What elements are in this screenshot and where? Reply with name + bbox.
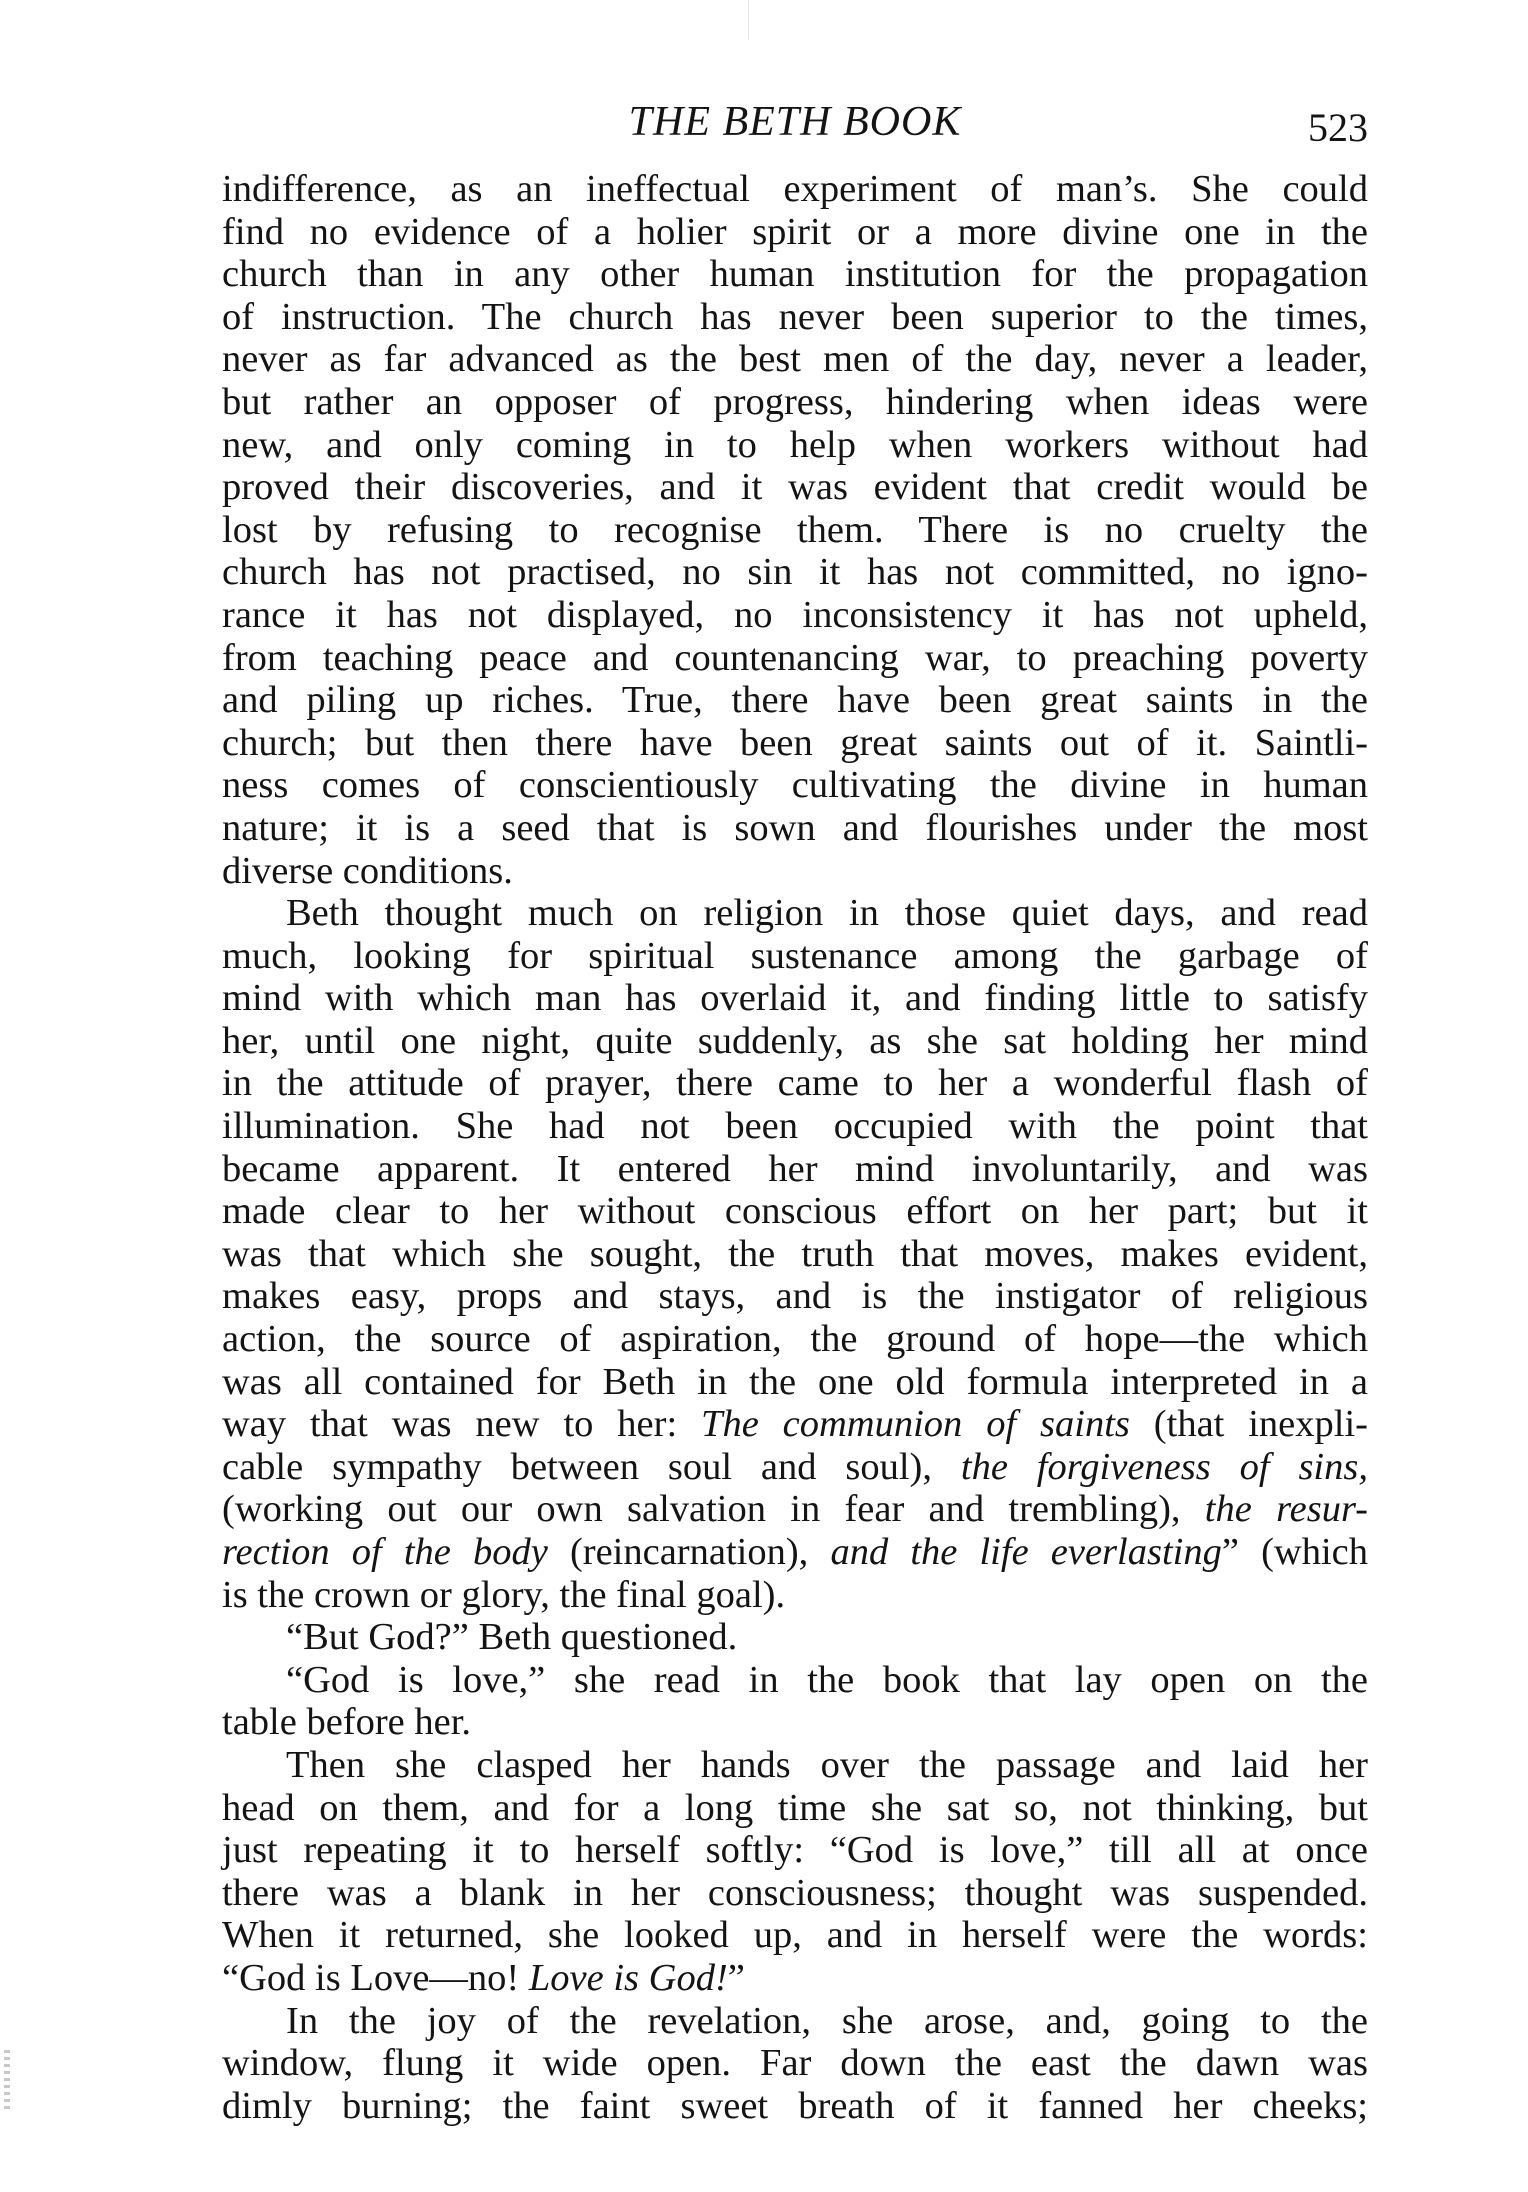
text-line: from teaching peace and countenancing war, to preaching poverty xyxy=(222,636,1368,679)
text-run: ” xyxy=(727,1956,745,1999)
paragraph-end-line: diverse conditions. xyxy=(222,849,513,892)
paragraph-end-line: table before her. xyxy=(222,1701,472,1744)
text-line: proved their discoveries, and it was evident that credit would be xyxy=(222,466,1368,509)
text-run: (working out our own salvation in fear and trembling), xyxy=(222,1488,1205,1531)
text-line: action, the source of aspiration, the ground of hope—the which xyxy=(222,1318,1368,1361)
text-line: and piling up riches. True, there have been great saints in the xyxy=(222,679,1368,722)
text-line: illumination. She had not been occupied with the point that xyxy=(222,1105,1368,1148)
text-line: indifference, as an ineffectual experiment of man’s. She could xyxy=(222,168,1368,210)
paragraph-end-line: is the crown or glory, the final goal). xyxy=(222,1573,786,1616)
text-line: but rather an opposer of progress, hindering when ideas were xyxy=(222,380,1368,423)
paragraph-start-line: “But God?” Beth questioned. xyxy=(286,1616,738,1659)
paragraph-start-line: In the joy of the revelation, she arose, and, going to the xyxy=(286,1999,1368,2042)
text-line: church than in any other human institution for the propagation xyxy=(222,253,1368,296)
text-line xyxy=(222,1531,1368,1574)
paragraph-start-line: Then she clasped her hands over the passage and laid her xyxy=(286,1743,1368,1786)
text-line: head on them, and for a long time she sat so, not thinking, but xyxy=(222,1786,1368,1829)
text-line: was all contained for Beth in the one old formula interpreted in a xyxy=(222,1360,1368,1403)
paragraph-start-line: “God is love,” she read in the book that lay open on the xyxy=(286,1658,1368,1701)
italic-phrase: the resur- xyxy=(1204,1488,1368,1531)
body-text xyxy=(222,168,1368,2127)
text-line: of instruction. The church has never been superior to the times, xyxy=(222,295,1368,338)
italic-phrase: The communion of saints xyxy=(701,1403,1130,1446)
text-line: When it returned, she looked up, and in herself were the words: xyxy=(222,1914,1368,1957)
text-line: her, until one night, quite suddenly, as she sat holding her mind xyxy=(222,1019,1368,1062)
text-line: dimly burning; the faint sweet breath of it fanned her cheeks; xyxy=(222,2084,1368,2127)
text-line: much, looking for spiritual sustenance among the garbage of xyxy=(222,934,1368,977)
scan-gutter-mark xyxy=(4,2050,10,2110)
text-run: (that inexpli- xyxy=(1129,1403,1368,1446)
paragraph-end-line xyxy=(222,1957,1368,2000)
text-line xyxy=(222,1488,1368,1531)
text-line: in the attitude of prayer, there came to her a wonderful flash of xyxy=(222,1062,1368,1105)
text-line: makes easy, props and stays, and is the instigator of religious xyxy=(222,1275,1368,1318)
text-line xyxy=(222,1403,1368,1446)
text-line: window, flung it wide open. Far down the east the dawn was xyxy=(222,2042,1368,2085)
text-line: mind with which man has overlaid it, and finding little to satisfy xyxy=(222,977,1368,1020)
text-line: just repeating it to herself softly: “God is love,” till all at once xyxy=(222,1829,1368,1872)
italic-phrase: Love is God! xyxy=(528,1956,728,1999)
text-line: lost by refusing to recognise them. There is no cruelty the xyxy=(222,508,1368,551)
text-line: never as far advanced as the best men of the day, never a leader, xyxy=(222,338,1368,381)
text-run: “God is Love—no! xyxy=(222,1956,529,1999)
text-line xyxy=(222,1446,1368,1489)
text-line: nature; it is a seed that is sown and flourishes under the most xyxy=(222,806,1368,849)
text-run: way that was new to her: xyxy=(222,1403,702,1446)
running-title: THE BETH BOOK xyxy=(628,99,962,145)
text-line: new, and only coming in to help when workers without had xyxy=(222,423,1368,466)
page-number: 523 xyxy=(1308,105,1368,150)
page-header xyxy=(222,98,1368,158)
text-run: ” (which xyxy=(1221,1531,1368,1573)
italic-phrase: and the life everlasting xyxy=(830,1531,1222,1573)
text-line: was that which she sought, the truth that moves, makes evident, xyxy=(222,1232,1368,1275)
italic-phrase: the forgiveness of sins, xyxy=(960,1445,1368,1488)
text-line: there was a blank in her consciousness; thought was suspended. xyxy=(222,1871,1368,1914)
scan-fold-line xyxy=(748,0,749,40)
text-line: made clear to her without conscious effort on her part; but it xyxy=(222,1190,1368,1233)
text-line: rance it has not displayed, no inconsistency it has not upheld, xyxy=(222,593,1368,636)
text-line: church has not practised, no sin it has not committed, no igno- xyxy=(222,551,1368,594)
text-line: church; but then there have been great saints out of it. Saintli- xyxy=(222,721,1368,764)
text-line: ness comes of conscientiously cultivating the divine in human xyxy=(222,764,1368,807)
paragraph-start-line: Beth thought much on religion in those quiet days, and read xyxy=(286,892,1368,935)
text-run: (reincarnation), xyxy=(547,1531,831,1573)
italic-phrase: rection of the body xyxy=(222,1531,548,1573)
text-line: find no evidence of a holier spirit or a more divine one in the xyxy=(222,210,1368,253)
text-run: cable sympathy between soul and soul), xyxy=(222,1445,961,1488)
text-line: became apparent. It entered her mind involuntarily, and was xyxy=(222,1147,1368,1190)
